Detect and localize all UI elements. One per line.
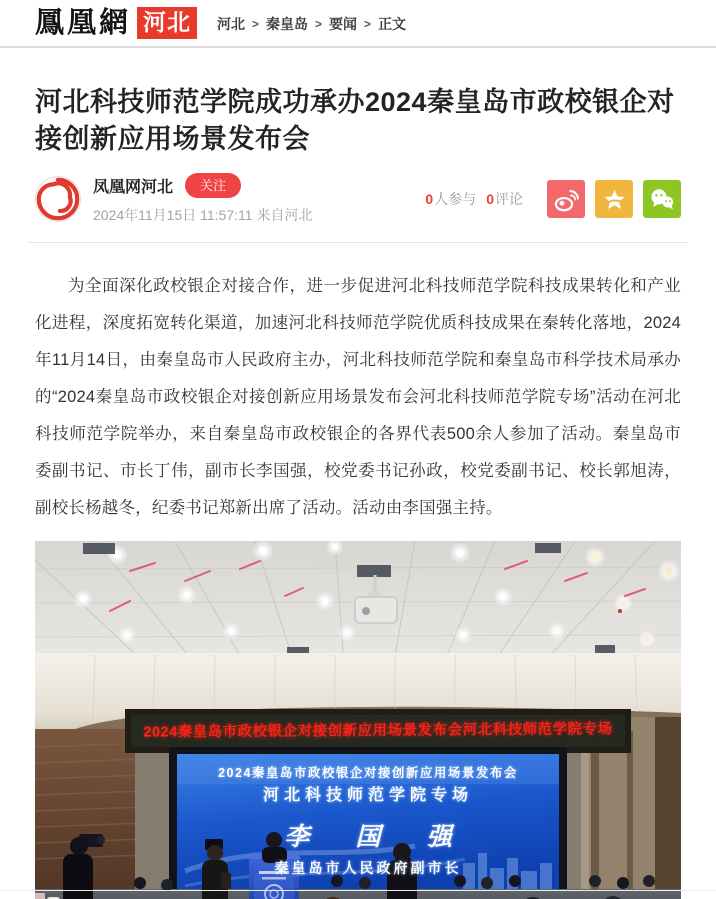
logo-region-badge: 河北	[137, 7, 197, 39]
comments-label: 评论	[495, 191, 523, 207]
logo-text: 鳳凰網	[35, 6, 132, 39]
screen-speaker-name: 李 国 强	[284, 824, 472, 851]
author-row	[35, 173, 681, 225]
share-qzone-button[interactable]	[595, 180, 633, 218]
screen-title-line1: 2024秦皇岛市政校银企对接创新应用场景发布会	[218, 766, 518, 780]
breadcrumb-qinhuangdao[interactable]: 秦皇岛	[266, 16, 309, 32]
publish-source: 来自河北	[256, 207, 313, 223]
engagement-counts[interactable]	[425, 189, 523, 209]
article-photo	[35, 541, 681, 899]
comments-count: 0	[486, 191, 494, 207]
divider	[28, 242, 688, 243]
publish-meta	[93, 205, 312, 225]
breadcrumb-separator: >	[315, 17, 323, 31]
share-weibo-button[interactable]	[547, 180, 585, 218]
author-name[interactable]: 凤凰网河北	[93, 179, 174, 196]
participants-label: 人参与	[434, 191, 477, 207]
led-banner-text: 2024秦皇岛市政校银企对接创新应用场景发布会河北科技师范学院专场	[143, 721, 613, 741]
article-main	[0, 84, 716, 899]
share-wechat-button[interactable]	[643, 180, 681, 218]
breadcrumb-separator: >	[252, 17, 260, 31]
follow-button[interactable]: 关注	[185, 173, 241, 198]
participants-count: 0	[425, 191, 434, 207]
breadcrumb-hebei[interactable]: 河北	[217, 16, 246, 32]
avatar[interactable]	[35, 176, 81, 222]
site-header	[0, 0, 716, 48]
screen-title-line2: 河北科技师范学院专场	[262, 787, 473, 804]
phoenix-logo-icon	[36, 176, 80, 222]
bottom-divider	[0, 890, 716, 891]
screen-speaker-title: 秦皇岛市人民政府副市长	[274, 860, 462, 876]
breadcrumb-separator: >	[364, 17, 372, 31]
breadcrumb	[217, 12, 406, 34]
article-body-paragraph: 为全面深化政校银企对接合作，进一步促进河北科技师范学院科技成果转化和产业化进程，深度拓宽转化渠道，加速河北科技师范学院优质科技成果在秦转化落地，2024年11月14日，由秦皇岛市人民政府主办，河北科技师范学院和秦皇岛市科学技术局承办的“2024秦皇岛市政校银企对接创新应用场景发布会河北科技师范学院专场”活动在河北科技师范学院举办，来自秦皇岛市政校银企的各界代表500余人参加了活动。秦皇岛市委副书记、市长丁伟，副市长李国强，校党委书记孙政，校党委副书记、校长郭旭涛，副校长杨越冬，纪委书记郑新出席了活动。活动由李国强主持。	[35, 277, 681, 517]
wechat-icon	[648, 185, 676, 213]
site-logo[interactable]	[35, 7, 197, 39]
breadcrumb-yaowen[interactable]: 要闻	[329, 16, 358, 32]
weibo-icon	[553, 186, 580, 213]
page-title: 河北科技师范学院成功承办2024秦皇岛市政校银企对接创新应用场景发布会	[35, 87, 675, 154]
breadcrumb-zhengwen[interactable]: 正文	[378, 16, 407, 32]
star-icon	[601, 186, 628, 213]
publish-time: 2024年11月15日 11:57:11	[93, 207, 253, 223]
